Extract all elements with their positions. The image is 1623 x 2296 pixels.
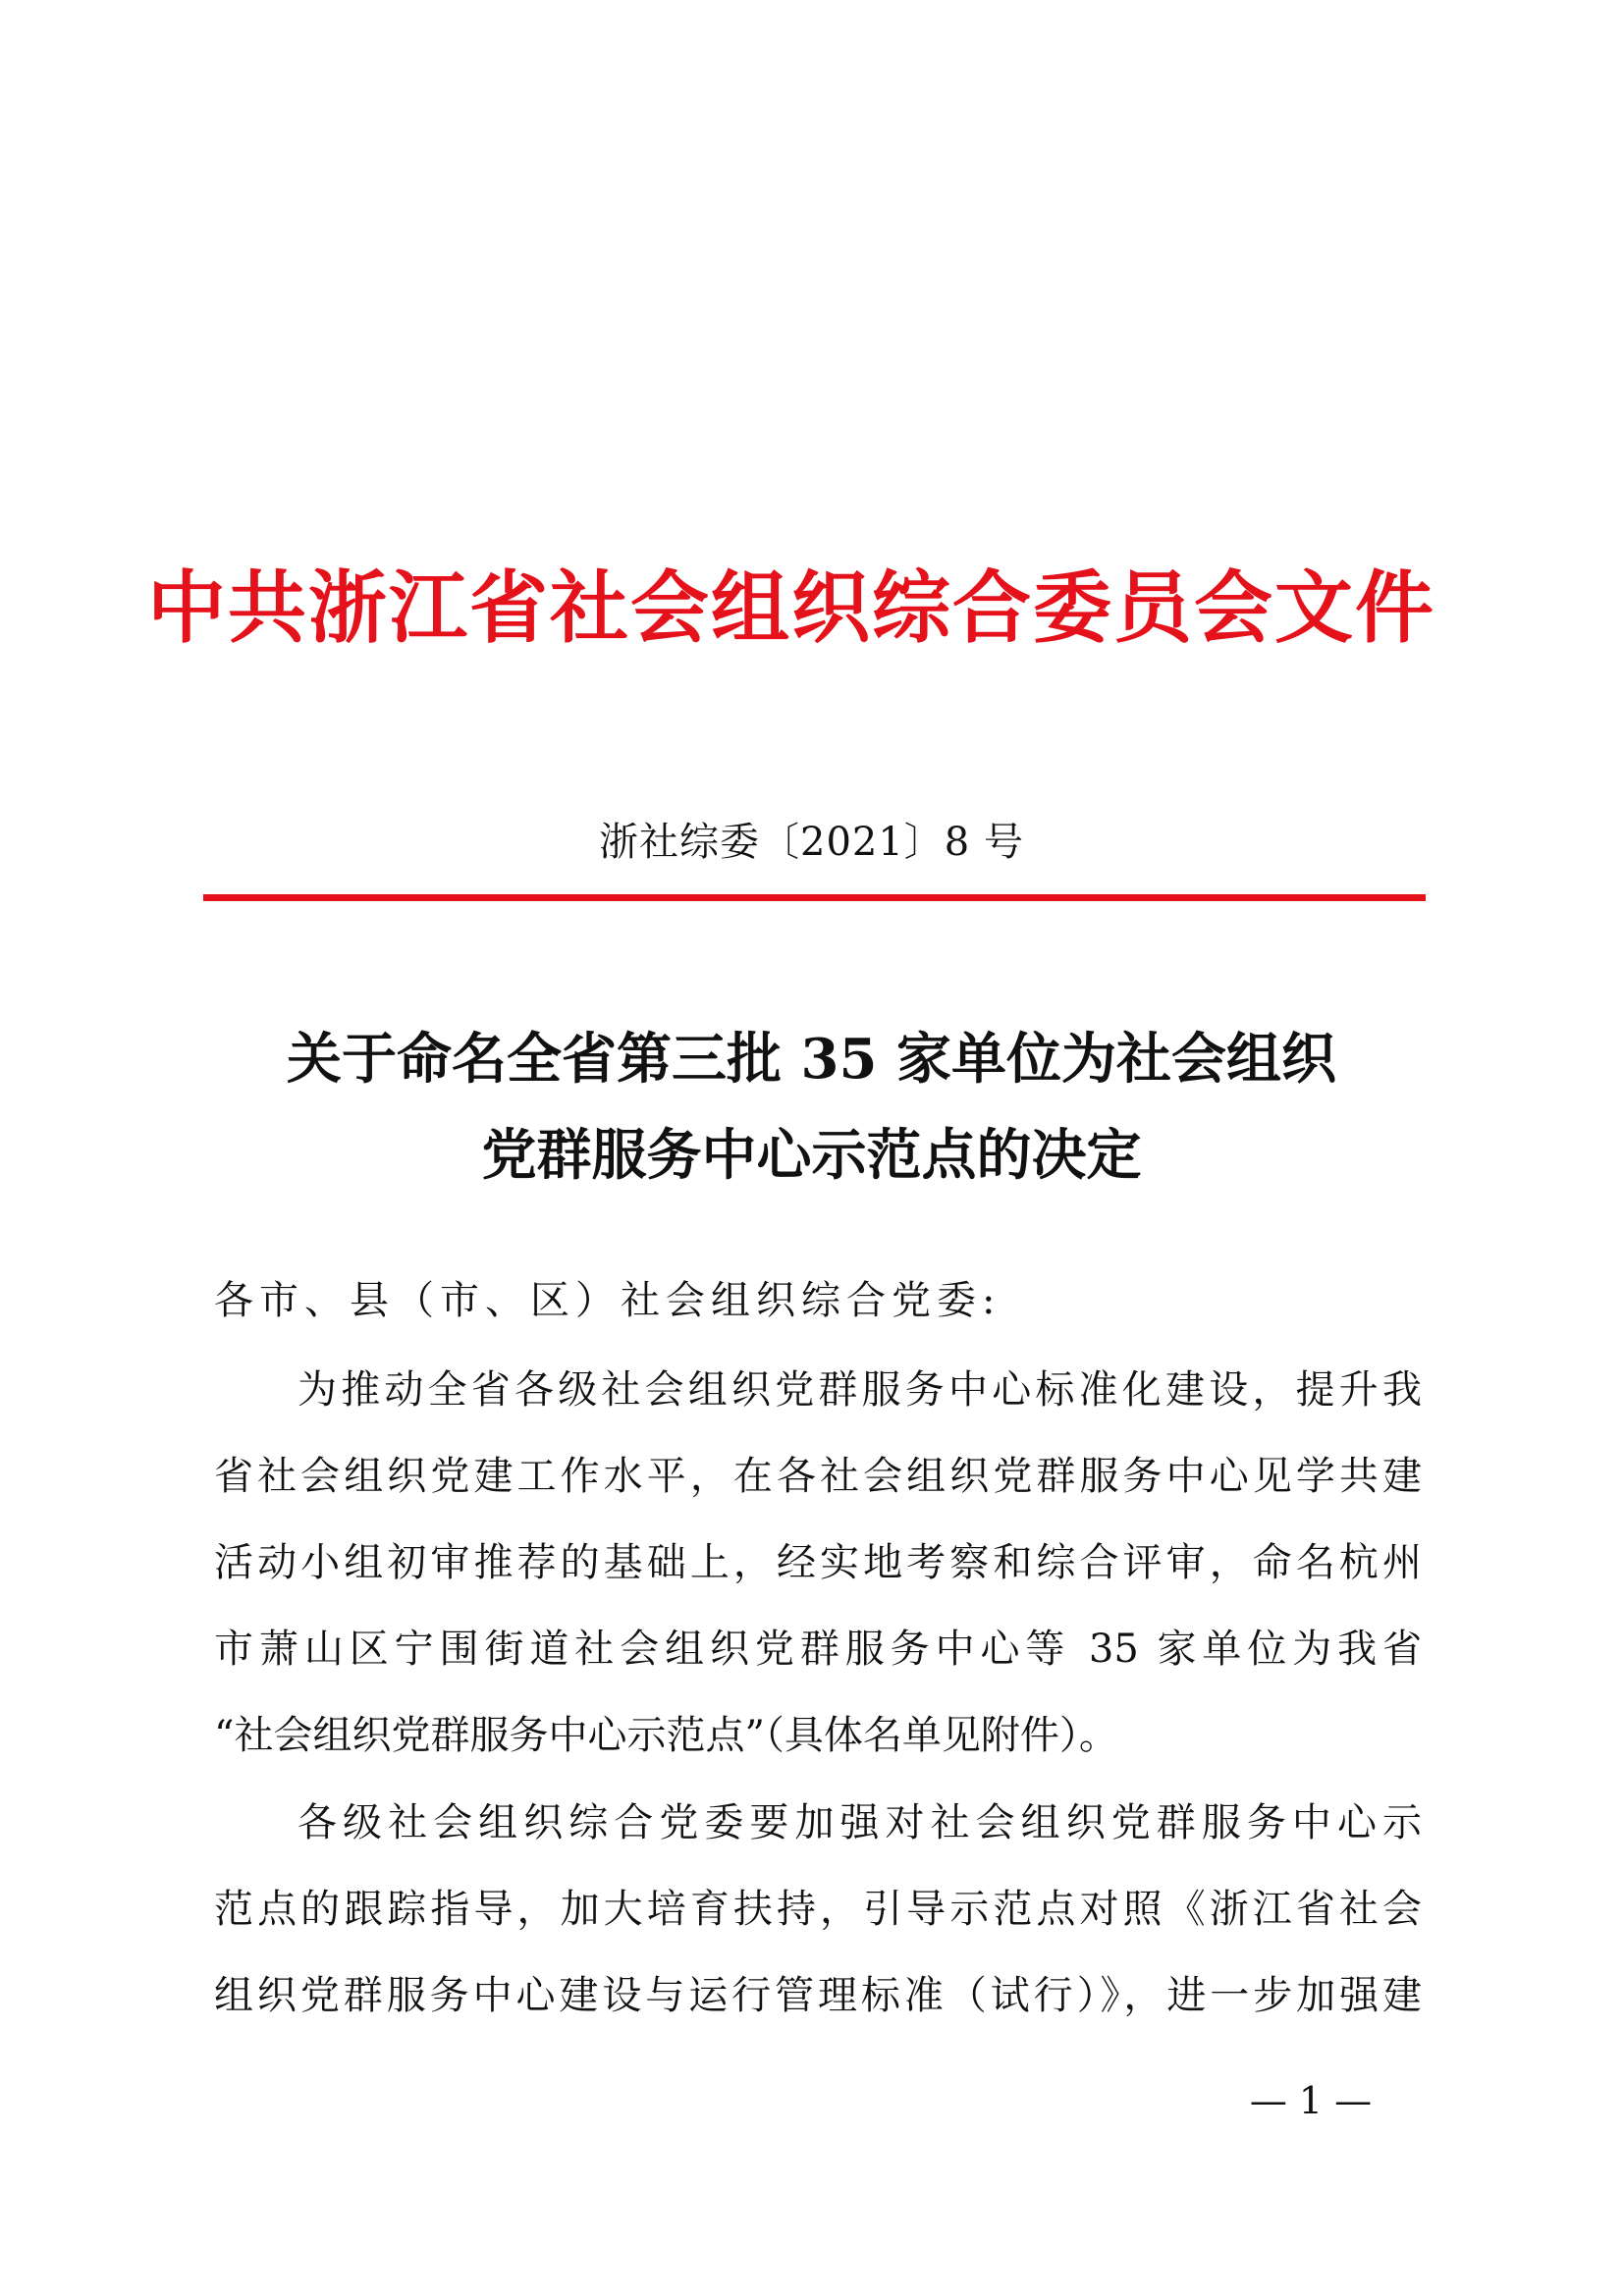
issuer-header: 中共浙江省社会组织综合委员会文件 [147, 562, 1435, 654]
document-number: 浙社综委〔2021〕8 号 [599, 820, 1024, 865]
paragraph-line: “社会组织党群服务中心示范点”（具体名单见附件）。 [214, 1713, 1118, 1758]
page-number: — 1 — [1249, 2079, 1373, 2122]
document-title [147, 1011, 1476, 1203]
paragraph-line: 各级社会组织综合党委要加强对社会组织党群服务中心示 [298, 1800, 1422, 1845]
paragraph-line: 为推动全省各级社会组织党群服务中心标准化建设，提升我 [298, 1367, 1422, 1413]
paragraph-line: 范点的跟踪指导，加大培育扶持，引导示范点对照《浙江省社会 [214, 1887, 1422, 1932]
paragraph-line: 活动小组初审推荐的基础上，经实地考察和综合评审，命名杭州 [214, 1540, 1422, 1585]
title-line: 关于命名全省第三批 35 家单位为社会组织 [287, 1027, 1336, 1092]
paragraph-line: 省社会组织党建工作水平，在各社会组织党群服务中心见学共建 [214, 1454, 1422, 1499]
body-paragraph-2 [214, 1780, 1422, 2039]
paragraph-line: 市萧山区宁围街道社会组织党群服务中心等 35 家单位为我省 [214, 1627, 1422, 1672]
salutation: 各市、县（市、区）社会组织综合党委: [214, 1278, 1001, 1323]
body-paragraph-1 [214, 1347, 1422, 1779]
title-line: 党群服务中心示范点的决定 [481, 1123, 1142, 1188]
paragraph-line: 组织党群服务中心建设与运行管理标准（试行）》，进一步加强建 [214, 1973, 1422, 2018]
red-divider-line [203, 894, 1426, 901]
